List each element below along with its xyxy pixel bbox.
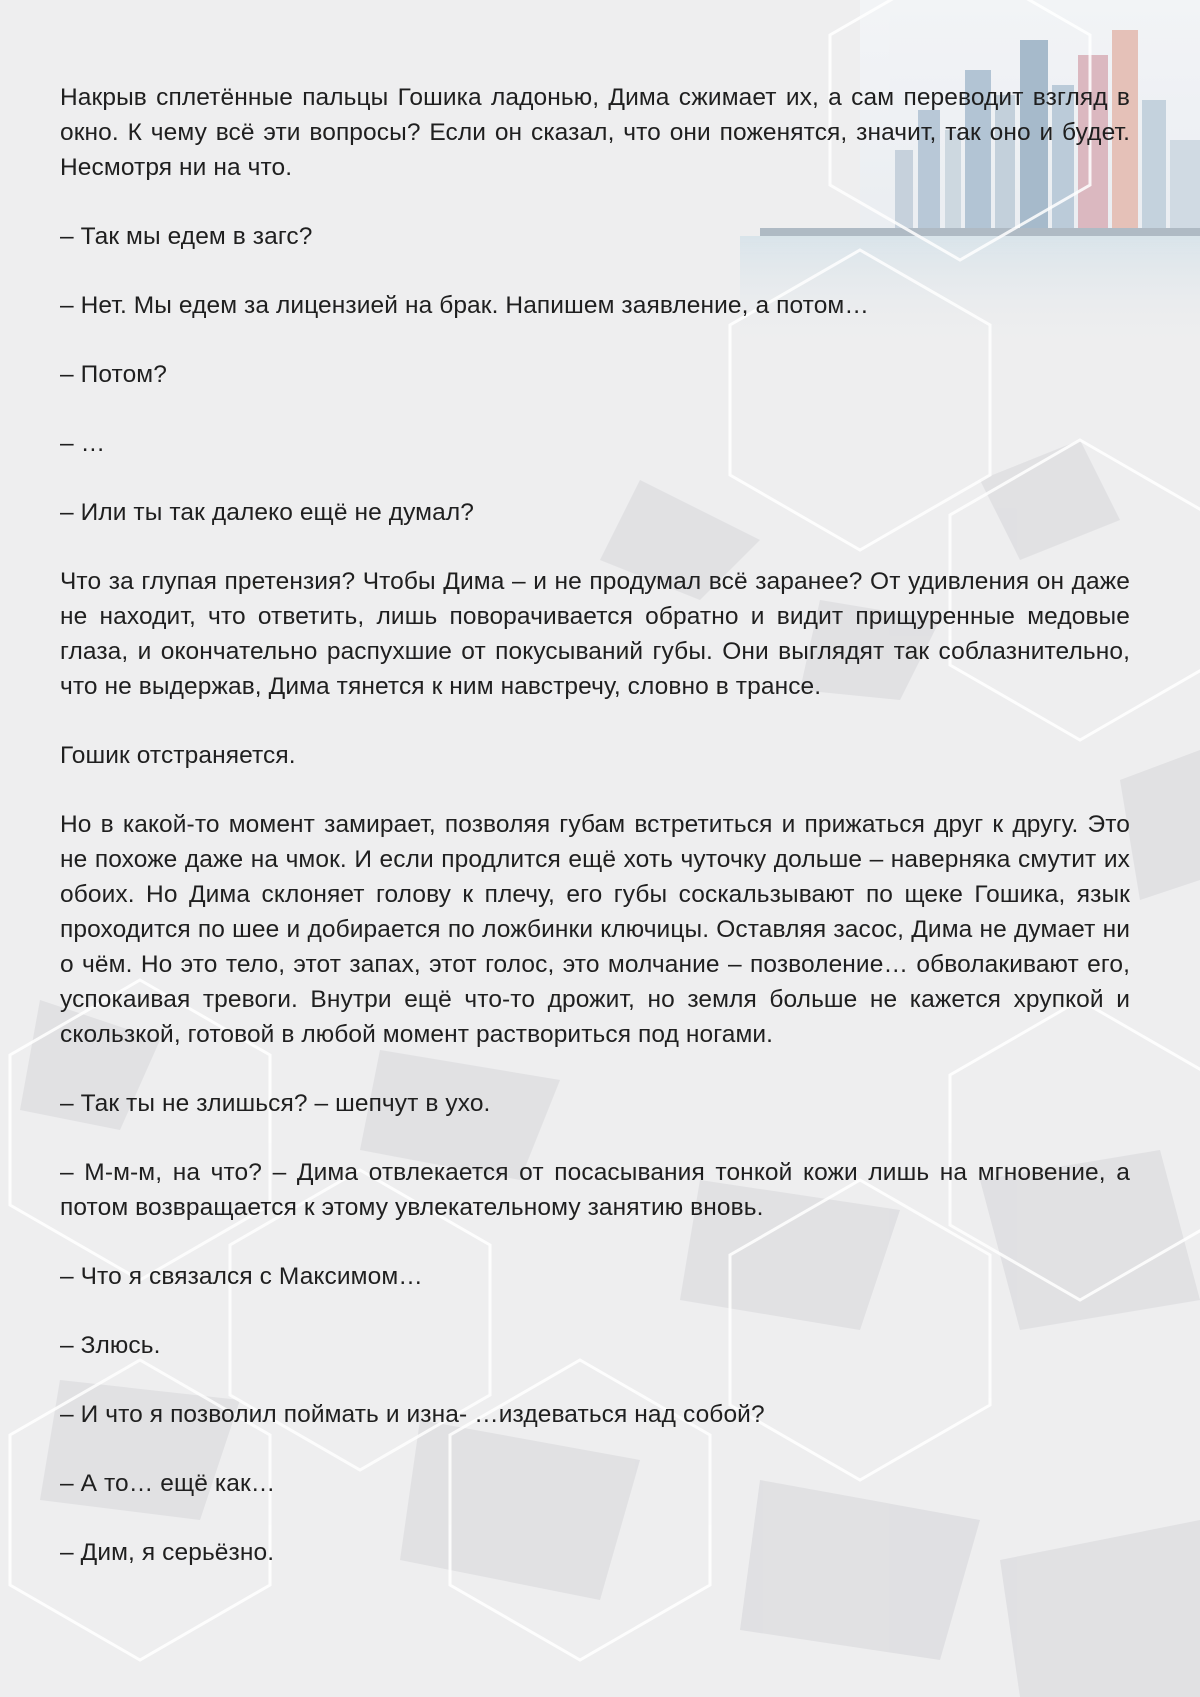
dialogue-line: – М-м-м, на что? – Дима отвлекается от посасывания тонкой кожи лишь на мгновение, а потом возвращается к этому увлекательному занятию вновь. — [60, 1159, 1130, 1221]
dialogue-line: – Нет. Мы едем за лицензией на брак. Напишем заявление, а потом… — [60, 292, 869, 319]
dialogue-line: – Или ты так далеко ещё не думал? — [60, 499, 474, 526]
dialogue-line: – Так ты не злишься? – шепчут в ухо. — [60, 1090, 491, 1117]
dialogue-line: – Дим, я серьёзно. — [60, 1539, 275, 1566]
story-text — [60, 80, 1130, 1604]
dialogue-line: – Злюсь. — [60, 1332, 161, 1359]
paragraph: Что за глупая претензия? Чтобы Дима – и не продумал всё заранее? От удивления он даже не находит, что ответить, лишь поворачивается обратно и видит прищуренные медовые глаза, и окончательно распухшие от покусываний губы. Они выглядят так соблазнительно, что не выдержав, Дима тянется к ним навстречу, словно в трансе. — [60, 568, 1130, 700]
dialogue-line: – Так мы едем в загс? — [60, 223, 313, 250]
dialogue-line: – А то… ещё как… — [60, 1470, 276, 1497]
paragraph: Накрыв сплетённые пальцы Гошика ладонью, Дима сжимает их, а сам переводит взгляд в окно. К чему всё эти вопросы? Если он сказал, что они поженятся, значит, так оно и будет. Несмотря ни на что. — [60, 84, 1130, 181]
paragraph: Но в какой-то момент замирает, позволяя губам встретиться и прижаться друг к другу. Это не похоже даже на чмок. И если продлится ещё хоть чуточку дольше – наверняка смутит их обоих. Но Дима склоняет голову к плечу, его губы соскальзывают по щеке Гошика, язык проходится по шее и добирается по ложбинки ключицы. Оставляя засос, Дима не думает ни о чём. Но это тело, этот запах, этот голос, это молчание – позволение… обволакивают его, успокаивая тревоги. Внутри ещё что-то дрожит, но земля больше не кажется хрупкой и скользкой, готовой в любой момент раствориться под ногами. — [60, 811, 1130, 1048]
dialogue-line: – Потом? — [60, 361, 167, 388]
paragraph: Гошик отстраняется. — [60, 742, 296, 769]
dialogue-line: – И что я позволил поймать и изна- …издеваться над собой? — [60, 1401, 765, 1428]
dialogue-line: – Что я связался с Максимом… — [60, 1263, 423, 1290]
dialogue-line: – … — [60, 430, 106, 457]
